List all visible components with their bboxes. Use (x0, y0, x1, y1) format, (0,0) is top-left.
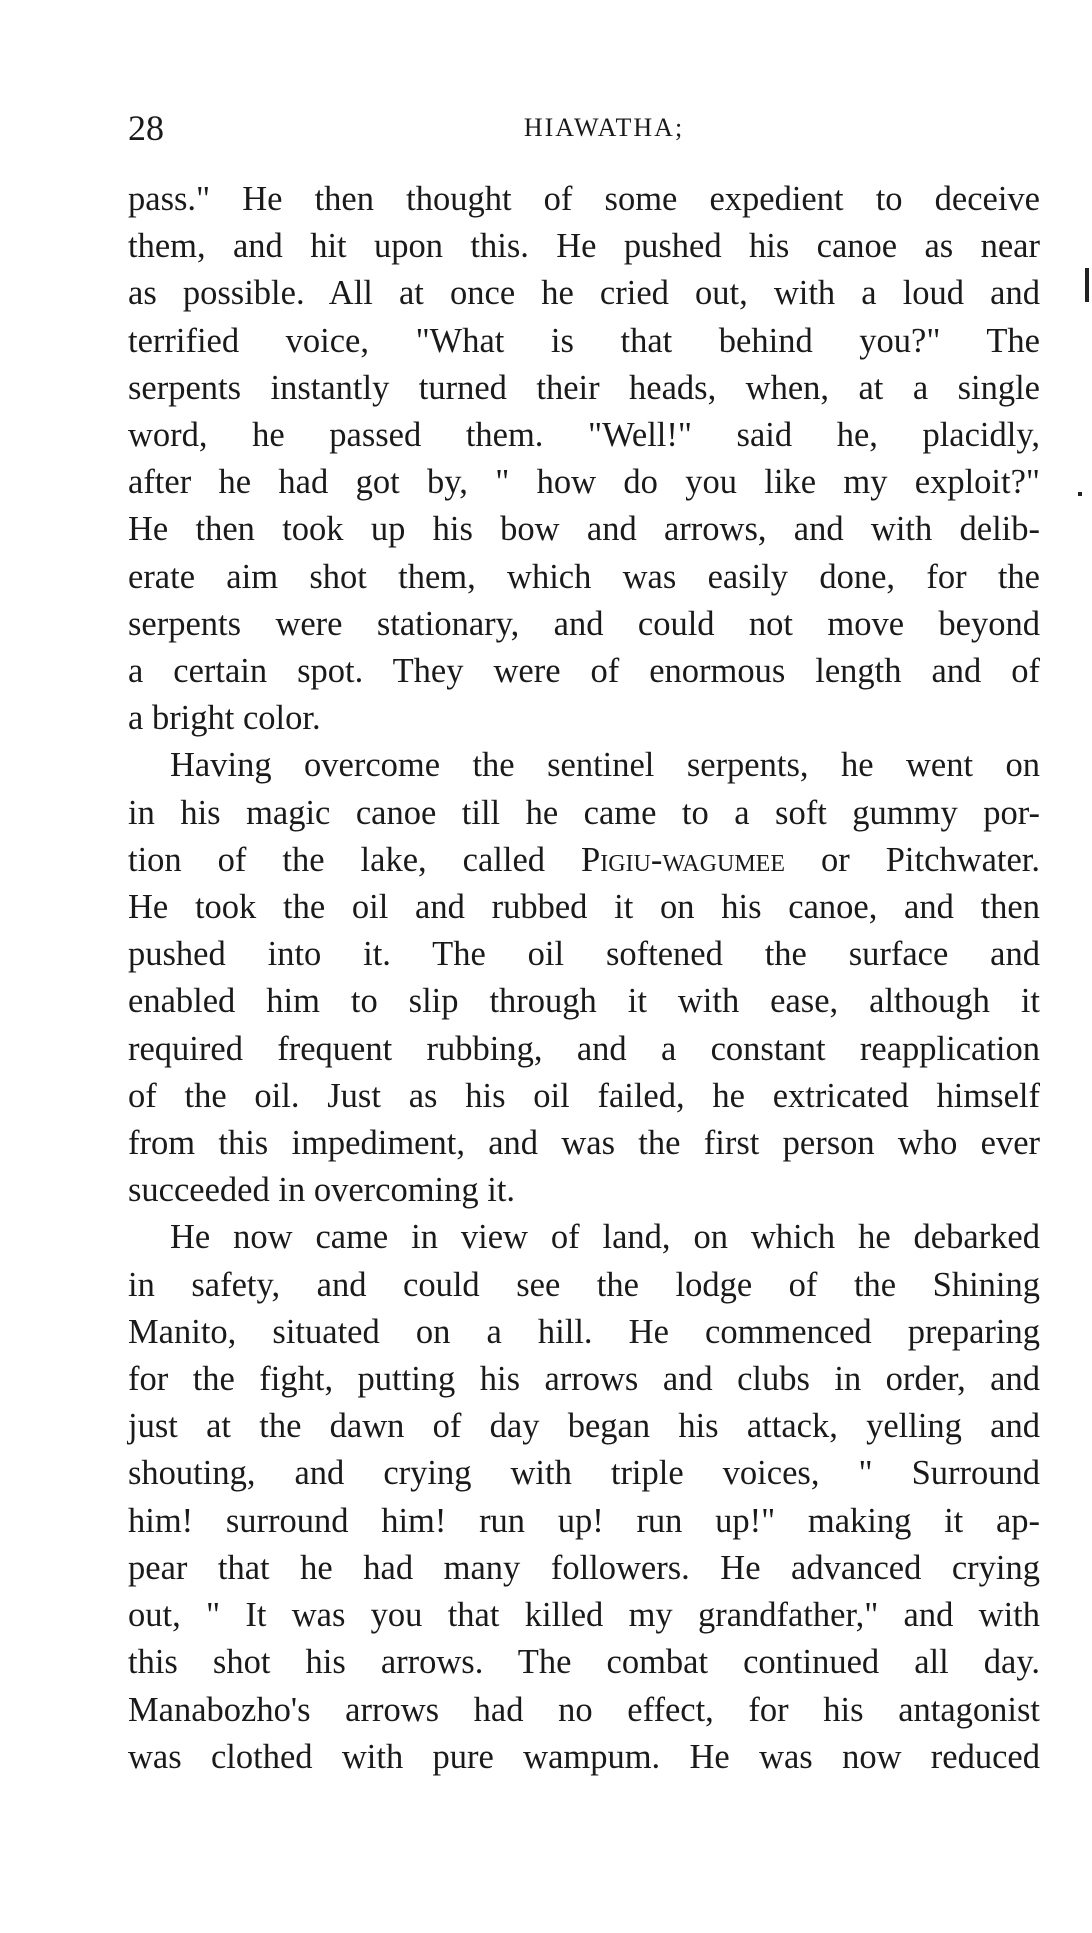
text-line: pear that he had many followers. He advanced crying (128, 1548, 1040, 1587)
line-head: tion of the lake, called (128, 840, 582, 879)
text-line: pushed into it. The oil softened the surface and (128, 935, 1040, 974)
text-line: word, he passed them. "Well!" said he, placidly, (128, 416, 1040, 455)
text-line: He now came in view of land, on which he debarked (170, 1218, 1040, 1257)
text-line: from this impediment, and was the first person who ever (128, 1124, 1040, 1163)
margin-scan-mark (1085, 268, 1089, 302)
place-name-smallcaps: Pigiu-wagumee (581, 840, 785, 879)
text-line: just at the dawn of day began his attack, yelling and (128, 1407, 1040, 1446)
margin-scan-mark (1078, 492, 1082, 496)
text-line: was clothed with pure wampum. He was now reduced (128, 1737, 1040, 1776)
text-line-with-name (128, 837, 1040, 884)
running-head (128, 100, 1040, 156)
text-line: succeeded in overcoming it. (128, 1171, 516, 1210)
text-line: Manito, situated on a hill. He commenced preparing (128, 1312, 1040, 1351)
text-line: shouting, and crying with triple voices, " Surround (128, 1454, 1040, 1493)
text-line: him! surround him! run up! run up!" making it ap- (128, 1501, 1040, 1540)
body-text (128, 176, 1040, 1781)
book-page (128, 100, 1040, 1781)
text-line: after he had got by, " how do you like my exploit?" (128, 463, 1040, 502)
text-line: required frequent rubbing, and a constant reapplication (128, 1029, 1040, 1068)
line-tail: or Pitchwater. (785, 840, 1040, 879)
page-number: 28 (128, 108, 164, 148)
text-line: serpents instantly turned their heads, when, at a single (128, 368, 1040, 407)
text-line: enabled him to slip through it with ease, although it (128, 982, 1040, 1021)
text-line: pass." He then thought of some expedient to deceive (128, 180, 1040, 218)
text-line: a certain spot. They were of enormous length and of (128, 652, 1040, 691)
running-title: HIAWATHA; (523, 113, 685, 142)
paragraph-2 (128, 742, 1040, 1214)
text-line: this shot his arrows. The combat continued all day. (128, 1643, 1040, 1682)
text-line: out, " It was you that killed my grandfather," and with (128, 1596, 1040, 1635)
text-line: for the fight, putting his arrows and clubs in order, and (128, 1360, 1040, 1399)
text-line: terrified voice, "What is that behind you?" The (128, 321, 1040, 360)
paragraph-3 (128, 1214, 1040, 1780)
text-line: serpents were stationary, and could not move beyond (128, 604, 1040, 643)
text-line: a bright color. (128, 699, 321, 738)
text-line: erate aim shot them, which was easily done, for the (128, 557, 1040, 596)
text-line: of the oil. Just as his oil failed, he extricated himself (128, 1076, 1040, 1115)
text-line: He took the oil and rubbed it on his canoe, and then (128, 888, 1040, 927)
text-line: Having overcome the sentinel serpents, he went on (170, 746, 1040, 785)
text-line: in his magic canoe till he came to a soft gummy por- (128, 793, 1040, 832)
text-line: in safety, and could see the lodge of the Shining (128, 1265, 1040, 1304)
text-line: Manabozho's arrows had no effect, for his antagonist (128, 1690, 1040, 1729)
text-line: as possible. All at once he cried out, with a loud and (128, 274, 1040, 313)
text-line: them, and hit upon this. He pushed his canoe as near (128, 227, 1040, 266)
text-line: He then took up his bow and arrows, and with delib- (128, 510, 1040, 549)
paragraph-1 (128, 176, 1040, 742)
